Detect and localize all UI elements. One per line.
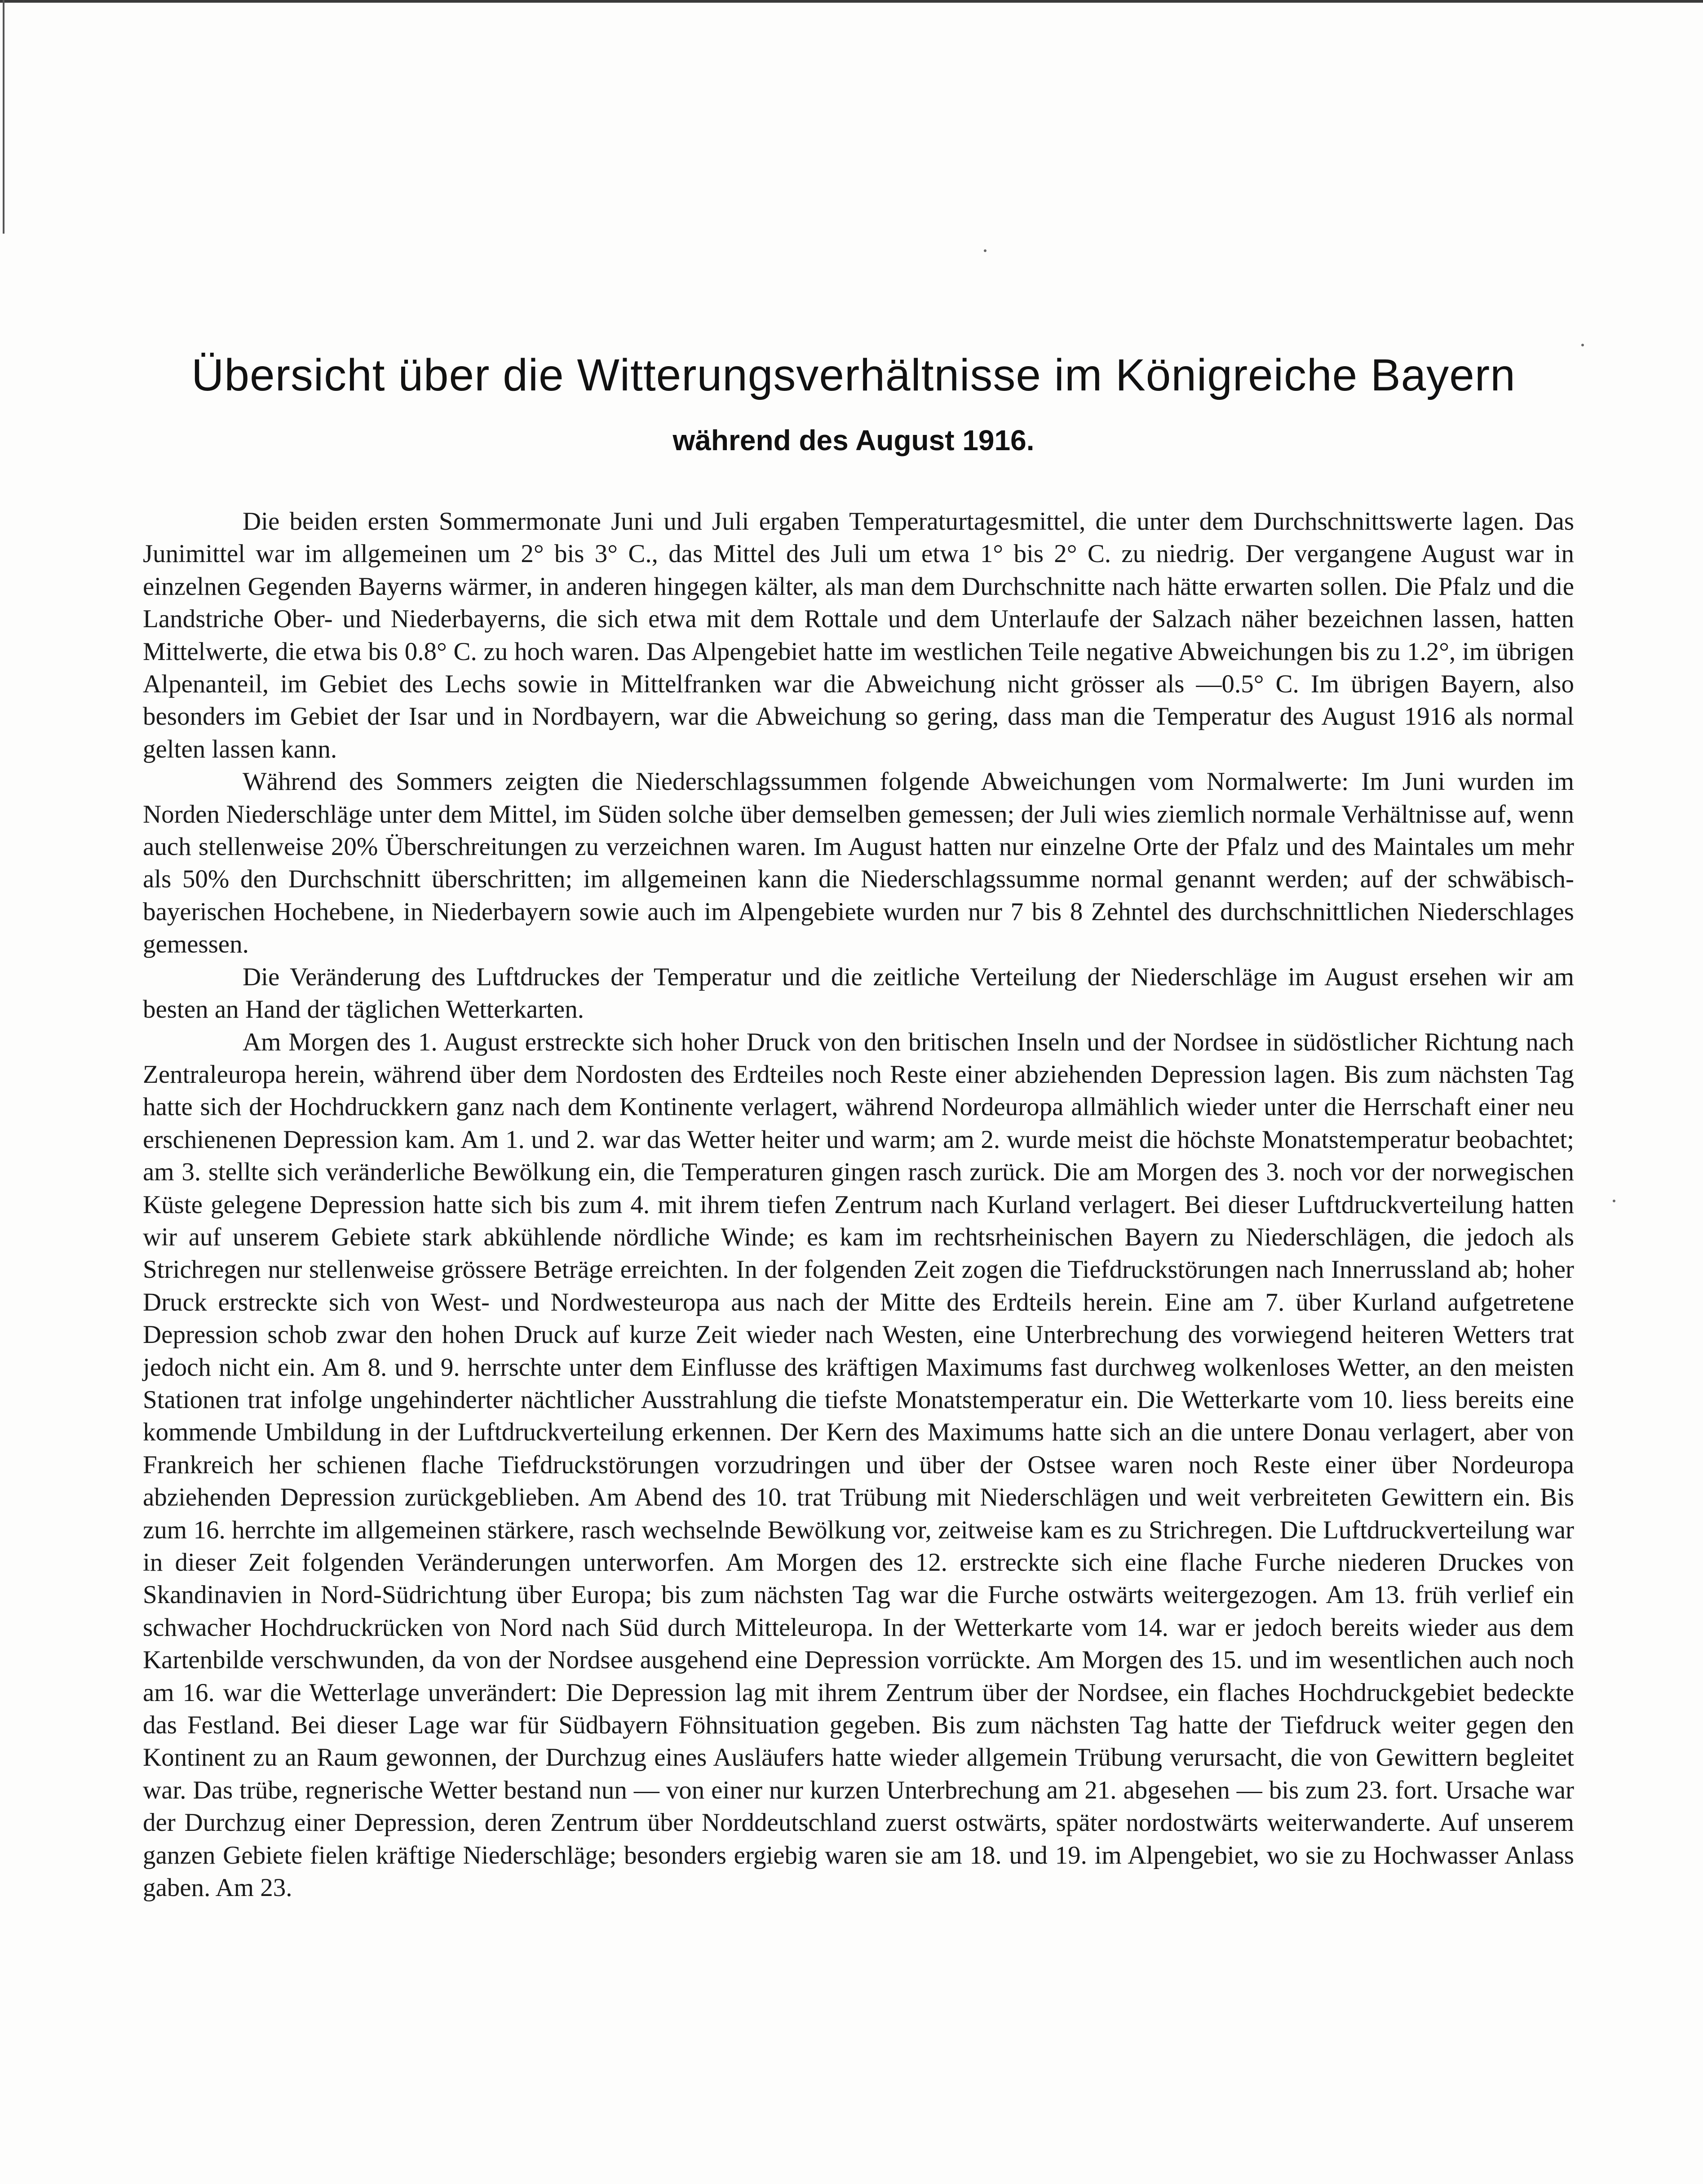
paragraph: Während des Sommers zeigten die Niederschlagssummen folgende Abweichungen vom Normalwerte: Im Juni wurden im Norden Niederschläge unter dem Mittel, im Süden solche über demselben gemessen; der Juli wies ziemlich normale Verhältnisse auf, wenn auch stellenweise 20% Überschreitungen zu verzeichnen waren. Im August hatten nur einzelne Orte der Pfalz und des Maintales um mehr als 50% den Durchschnitt überschritten; im allgemeinen kann die Niederschlagssumme normal genannt werden; auf der schwäbisch-bayerischen Hochebene, in Niederbayern sowie auch im Alpengebiete wurden nur 7 bis 8 Zehntel des durchschnittlichen Niederschlages gemessen. xyxy=(143,767,1574,959)
scan-speck xyxy=(1613,1200,1615,1202)
document-body xyxy=(143,505,1574,1904)
paragraph: Am Morgen des 1. August erstreckte sich hoher Druck von den britischen Inseln und der Nordsee in südöstlicher Richtung nach Zentraleuropa herein, während über dem Nordosten des Erdteiles noch Reste einer abziehenden Depression lagen. Bis zum nächsten Tag hatte sich der Hochdruckkern ganz nach dem Kontinente verlagert, während Nordeuropa allmählich wieder unter die Herrschaft einer neu erschienenen Depression kam. Am 1. und 2. war das Wetter heiter und warm; am 2. wurde meist die höchste Monatstemperatur beobachtet; am 3. stellte sich veränderliche Bewölkung ein, die Temperaturen gingen rasch zurück. Die am Morgen des 3. noch vor der norwegischen Küste gelegene Depression hatte sich bis zum 4. mit ihrem tiefen Zentrum nach Kurland verlagert. Bei dieser Luftdruckverteilung hatten wir auf unserem Gebiete stark abkühlende nördliche Winde; es kam im rechtsrheinischen Bayern zu Niederschlägen, die jedoch als Strichregen nur stellenweise grössere Beträge erreichten. In der folgenden Zeit zogen die Tiefdruckstörungen nach Innerrussland ab; hoher Druck erstreckte sich von West- und Nordwesteuropa aus nach der Mitte des Erdteils herein. Eine am 7. über Kurland aufgetretene Depression schob zwar den hohen Druck auf kurze Zeit wieder nach Westen, eine Unterbrechung des vorwiegend heiteren Wetters trat jedoch nicht ein. Am 8. und 9. herrschte unter dem Einflusse des kräftigen Maximums fast durchweg wolkenloses Wetter, an den meisten Stationen trat infolge ungehinderter nächtlicher Ausstrahlung die tiefste Monatstemperatur ein. Die Wetterkarte vom 10. liess bereits eine kommende Umbildung in der Luftdruckverteilung erkennen. Der Kern des Maximums hatte sich an die untere Donau verlagert, aber von Frankreich her schienen flache Tiefdruckstörungen vorzudringen und über der Ostsee waren noch Reste einer über Nordeuropa abziehenden Depression zurückgeblieben. Am Abend des 10. trat Trübung mit Niederschlägen und weit verbreiteten Gewittern ein. Bis zum 16. herrchte im allgemeinen stärkere, rasch wechselnde Bewölkung vor, zeitweise kam es zu Strichregen. Die Luftdruckverteilung war in dieser Zeit folgenden Veränderungen unterworfen. Am Morgen des 12. erstreckte sich eine flache Furche niederen Druckes von Skandinavien in Nord-Südrichtung über Europa; bis zum nächsten Tag war die Furche ostwärts weitergezogen. Am 13. früh verlief ein schwacher Hochdruckrücken von Nord nach Süd durch Mitteleuropa. In der Wetterkarte vom 14. war er jedoch bereits wieder aus dem Kartenbilde verschwunden, da von der Nordsee ausgehend eine Depression vorrückte. Am Morgen des 15. und im wesentlichen auch noch am 16. war die Wetterlage unverändert: Die Depression lag mit ihrem Zentrum über der Nordsee, ein flaches Hochdruckgebiet bedeckte das Festland. Bei dieser Lage war für Südbayern Föhnsituation gegeben. Bis zum nächsten Tag hatte der Tiefdruck weiter gegen den Kontinent zu an Raum gewonnen, der Durchzug eines Ausläufers hatte wieder allgemein Trübung verursacht, die von Gewittern begleitet war. Das trübe, regnerische Wetter bestand nun — von einer nur kurzen Unterbrechung am 21. abgesehen — bis zum 23. fort. Ursache war der Durchzug einer Depression, deren Zentrum über Norddeutschland zuerst ostwärts, später nordostwärts weiterwanderte. Auf unserem ganzen Gebiete fielen kräftige Niederschläge; besonders ergiebig waren sie am 18. und 19. im Alpengebiet, wo sie zu Hochwasser Anlass gaben. Am 23. xyxy=(143,1028,1574,1902)
document-subtitle: während des August 1916. xyxy=(672,424,1035,456)
paragraph: Die Veränderung des Luftdruckes der Temperatur und die zeitliche Verteilung der Niederschläge im August ersehen wir am besten an Hand der täglichen Wetterkarten. xyxy=(143,962,1574,1024)
scan-speck xyxy=(1581,344,1584,346)
document-title: Übersicht über die Witterungsverhältnisse im Königreiche Bayern xyxy=(191,350,1516,400)
scan-edge-left xyxy=(3,0,4,234)
paragraph: Die beiden ersten Sommermonate Juni und Juli ergaben Temperaturtagesmittel, die unter dem Durchschnittswerte lagen. Das Junimittel war im allgemeinen um 2° bis 3° C., das Mittel des Juli um etwa 1° bis 2° C. zu niedrig. Der vergangene August war in einzelnen Gegenden Bayerns wärmer, in anderen hingegen kälter, als man dem Durchschnitte nach hätte erwarten sollen. Die Pfalz und die Landstriche Ober- und Niederbayerns, die sich etwa mit dem Rottale und dem Unterlaufe der Salzach näher bezeichnen lassen, hatten Mittelwerte, die etwa bis 0.8° C. zu hoch waren. Das Alpengebiet hatte im westlichen Teile negative Abweichungen bis zu 1.2°, im übrigen Alpenanteil, im Gebiet des Lechs sowie in Mittelfranken war die Abweichung nicht grösser als —0.5° C. Im übrigen Bayern, also besonders im Gebiet der Isar und in Nordbayern, war die Abweichung so gering, dass man die Temperatur des August 1916 als normal gelten lassen kann. xyxy=(143,507,1574,763)
scan-edge-top xyxy=(0,0,1703,3)
scan-speck xyxy=(984,249,986,252)
